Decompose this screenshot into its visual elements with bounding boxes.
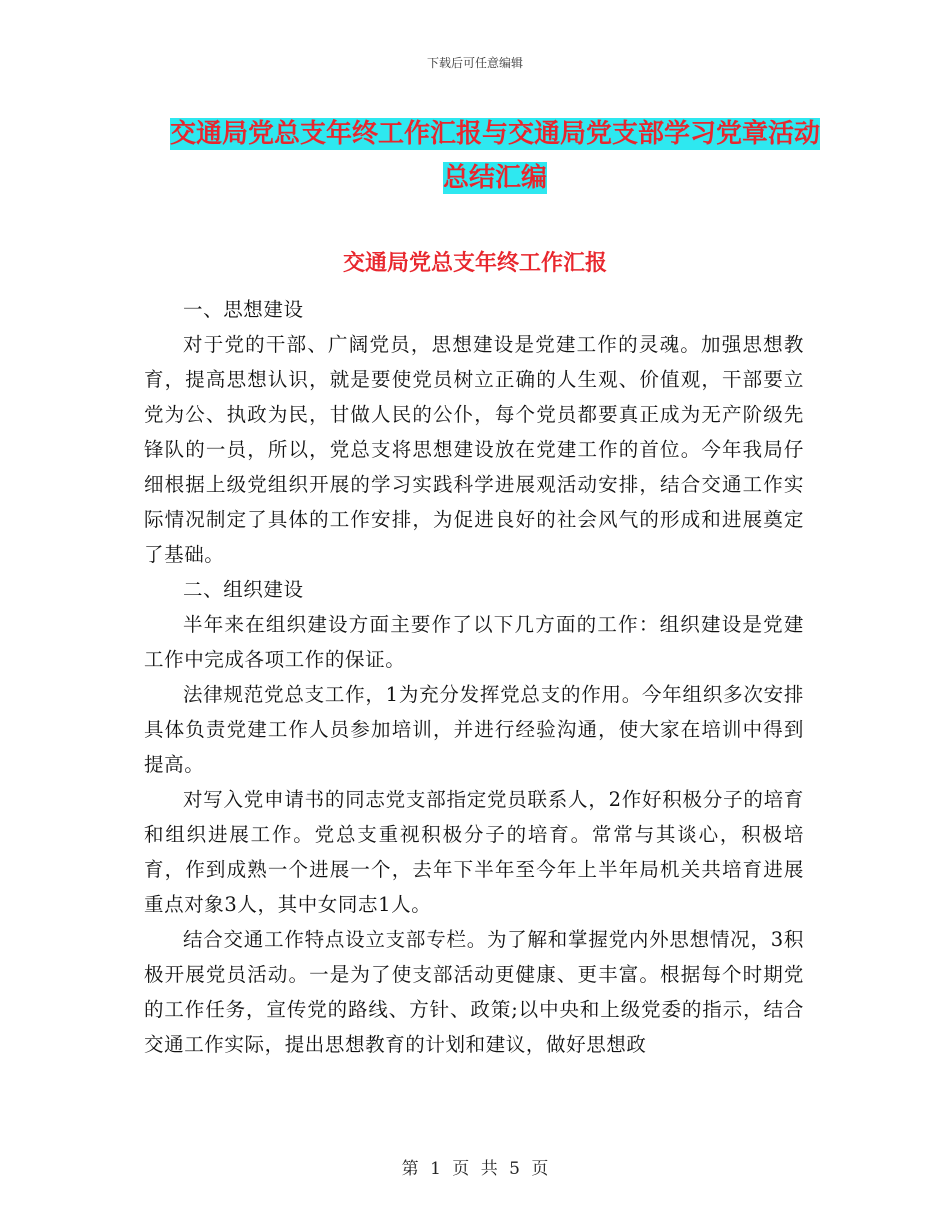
section-title: 交通局党总支年终工作汇报 <box>342 250 607 276</box>
body-paragraph: 对于党的干部、广阔党员，思想建设是党建工作的灵魂。加强思想教育，提高思想认识，就是要使党员树立正确的人生观、价值观，干部要立党为公、执政为民，甘做人民的公仆，每个党员都要真正成为无产阶级先锋队的一员，所以，党总支将思想建设放在党建工作的首位。今年我局仔细根据上级党组织开展的学习实践科学进展观活动安排，结合交通工作实际情况制定了具体的工作安排，为促进良好的社会风气的形成和进展奠定了基础。 <box>144 333 804 566</box>
document-title <box>170 112 820 200</box>
document-body <box>144 292 804 1062</box>
body-paragraph: 法律规范党总支工作，1为充分发挥党总支的作用。今年组织多次安排具体负责党建工作人员参加培训，并进行经验沟通，使大家在培训中得到提高。 <box>144 683 804 776</box>
body-paragraph: 对写入党申请书的同志党支部指定党员联系人，2作好积极分子的培育和组织进展工作。党总支重视积极分子的培育。常常与其谈心，积极培育，作到成熟一个进展一个，去年下半年至今年上半年局机关共培育进展重点对象3人，其中女同志1人。 <box>144 788 804 916</box>
heading-organization-building: 二、组织建设 <box>183 578 304 601</box>
header-note: 下载后可任意编辑 <box>426 56 523 70</box>
heading-thought-building: 一、思想建设 <box>183 298 304 321</box>
document-title-text: 交通局党总支年终工作汇报与交通局党支部学习党章活动总结汇编 <box>170 119 821 193</box>
page-number: 第 1 页 共 5 页 <box>401 1159 549 1179</box>
body-paragraph: 结合交通工作特点设立支部专栏。为了解和掌握党内外思想情况，3积极开展党员活动。一是为了使支部活动更健康、更丰富。根据每个时期党的工作任务，宣传党的路线、方针、政策;以中央和上级党委的指示，结合交通工作实际，提出思想教育的计划和建议，做好思想政 <box>144 928 804 1056</box>
body-paragraph: 半年来在组织建设方面主要作了以下几方面的工作：组织建设是党建工作中完成各项工作的保证。 <box>144 613 804 671</box>
